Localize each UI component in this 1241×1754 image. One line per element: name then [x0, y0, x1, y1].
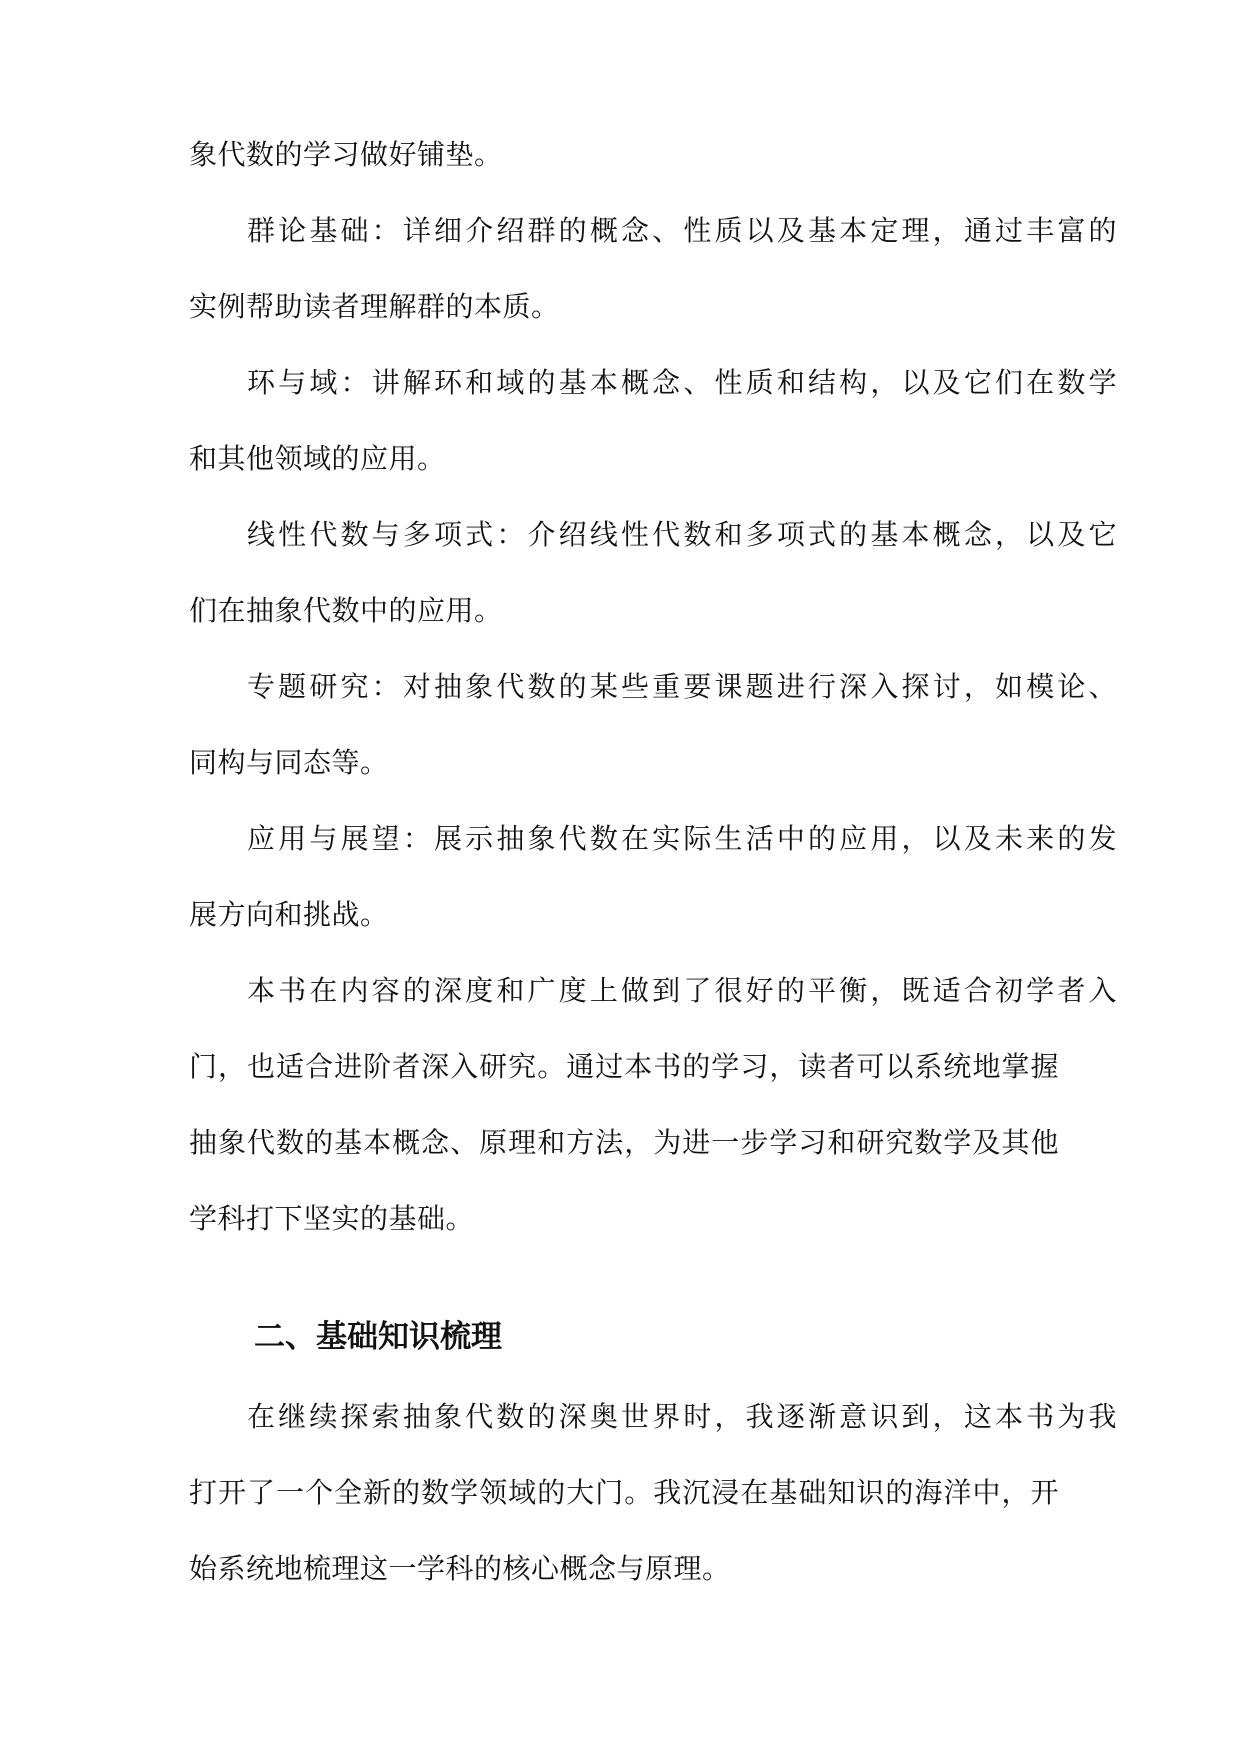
summary-line2: 门，也适合进阶者深入研究。通过本书的学习，读者可以系统地掌握	[189, 1050, 1059, 1083]
summary-line4: 学科打下坚实的基础。	[189, 1202, 475, 1235]
intro-tail-line: 象代数的学习做好铺垫。	[189, 138, 503, 171]
section-paragraph-line1: 在继续探索抽象代数的深奥世界时，我逐渐意识到，这本书为我	[247, 1400, 1117, 1433]
item-rings-fields-line1: 环与域：讲解环和域的基本概念、性质和结构，以及它们在数学	[247, 366, 1117, 399]
summary-line3: 抽象代数的基本概念、原理和方法，为进一步学习和研究数学及其他	[189, 1126, 1059, 1159]
item-group-theory-line1: 群论基础：详细介绍群的概念、性质以及基本定理，通过丰富的	[247, 214, 1117, 247]
item-applications-line1: 应用与展望：展示抽象代数在实际生活中的应用，以及未来的发	[247, 822, 1117, 855]
item-linear-algebra-line1: 线性代数与多项式：介绍线性代数和多项式的基本概念，以及它	[247, 518, 1117, 551]
document-page	[189, 136, 1117, 1588]
item-rings-fields-line2: 和其他领域的应用。	[189, 442, 446, 475]
item-applications-line2: 展方向和挑战。	[189, 898, 389, 931]
item-special-topics-line2: 同构与同态等。	[189, 746, 389, 779]
section-paragraph-line3: 始系统地梳理这一学科的核心概念与原理。	[189, 1552, 731, 1585]
item-linear-algebra-line2: 们在抽象代数中的应用。	[189, 594, 503, 627]
summary-line1: 本书在内容的深度和广度上做到了很好的平衡，既适合初学者入	[247, 974, 1117, 1007]
item-group-theory-line2: 实例帮助读者理解群的本质。	[189, 290, 560, 323]
item-special-topics-line1: 专题研究：对抽象代数的某些重要课题进行深入探讨，如模论、	[247, 670, 1117, 703]
section-heading: 二、基础知识梳理	[254, 1319, 502, 1355]
section-paragraph-line2: 打开了一个全新的数学领域的大门。我沉浸在基础知识的海洋中，开	[189, 1476, 1059, 1509]
